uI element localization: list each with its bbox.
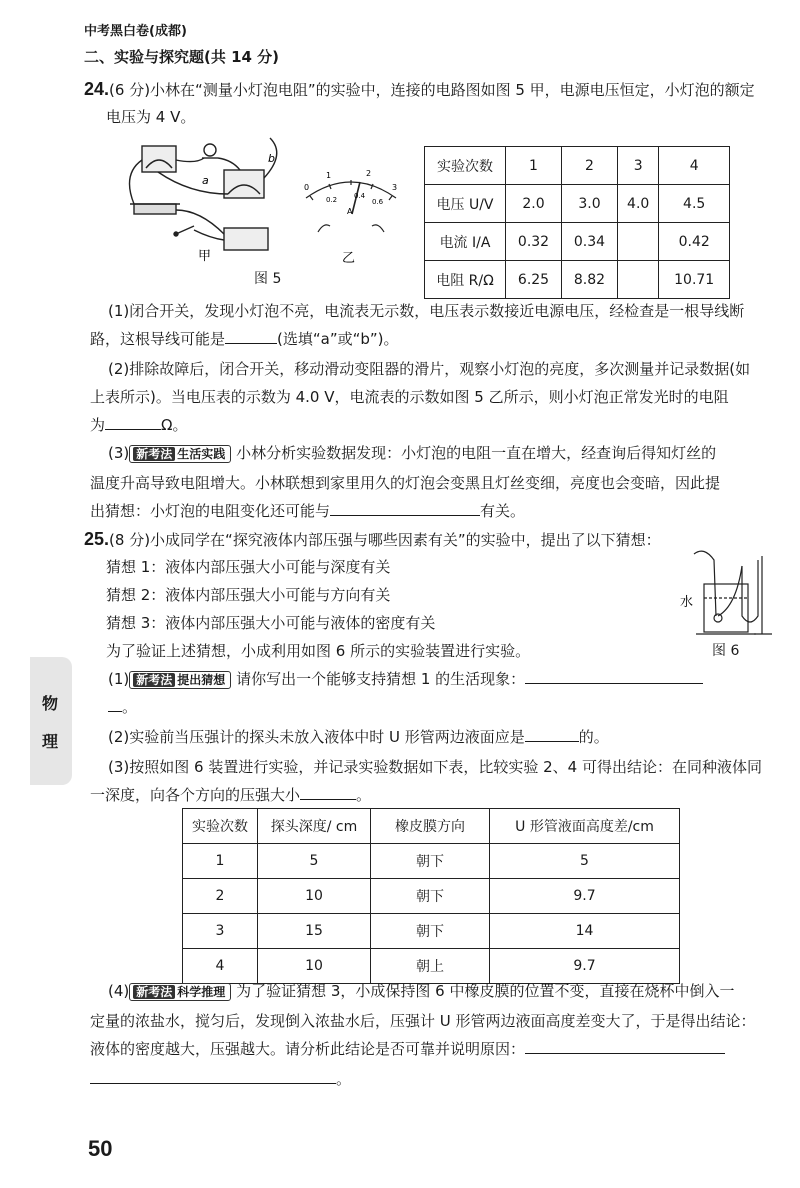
table-row	[183, 879, 680, 914]
tag-light: 生活实践	[177, 446, 226, 461]
running-header: 中考黑白卷(成都)	[84, 24, 187, 39]
table-row	[425, 261, 730, 299]
tag-light: 科学推理	[177, 984, 226, 999]
table-cell: 14	[490, 914, 680, 949]
table-cell	[617, 223, 658, 261]
table-header: 4	[659, 147, 730, 185]
table-header: 探头深度/ cm	[258, 809, 371, 844]
figure-5-caption: 图 5	[254, 271, 282, 287]
tick-0: 0	[304, 183, 310, 192]
table-cell: 电压 U/V	[425, 185, 506, 223]
figure-6-caption: 图 6	[712, 643, 740, 659]
q25-part4-line2: 定量的浓盐水，搅匀后，发现倒入浓盐水后，压强计 U 形管两边液面高度差变大了，于是得出结论：	[90, 1012, 756, 1030]
table-row	[183, 844, 680, 879]
q25-stem2: 为了验证上述猜想，小成利用如图 6 所示的实验装置进行实验。	[106, 642, 531, 660]
table-cell: 0.32	[506, 223, 562, 261]
table-row	[183, 914, 680, 949]
wire-label-b: b	[268, 152, 275, 165]
q24-subquestions	[90, 296, 768, 526]
table-cell: 0.34	[561, 223, 617, 261]
q25-stem: (8 分)小成同学在“探究液体内部压强与哪些因素有关”的实验中，提出了以下猜想：	[109, 531, 661, 549]
pressure-gauge-figure	[676, 546, 776, 640]
side-tab-char-1: 物	[42, 694, 59, 713]
meter-unit: A	[347, 207, 353, 216]
q24-part1-line2a: 路，这根导线可能是	[90, 330, 226, 348]
table-cell: 10	[258, 949, 371, 984]
table-cell: 8.82	[561, 261, 617, 299]
answer-blank-reason-cont[interactable]	[90, 1067, 336, 1084]
figure-label-jia: 甲	[198, 249, 212, 264]
table-cell: 电流 I/A	[425, 223, 506, 261]
table-cell: 4.5	[659, 185, 730, 223]
question-number: 25.	[84, 529, 110, 549]
table-row	[425, 147, 730, 185]
tick-2: 2	[366, 169, 372, 178]
table-cell: 10.71	[659, 261, 730, 299]
table-header: 1	[506, 147, 562, 185]
table-cell: 0.42	[659, 223, 730, 261]
table-cell: 朝下	[371, 844, 490, 879]
guess-1: 猜想 1：液体内部压强大小可能与深度有关	[106, 558, 391, 576]
table-cell: 9.7	[490, 879, 680, 914]
table-cell: 2.0	[506, 185, 562, 223]
stem-line-2: 电压为 4 V。	[106, 108, 196, 126]
table-cell: 1	[183, 844, 258, 879]
table-header: 3	[617, 147, 658, 185]
tag-dark: 新考法	[133, 447, 175, 461]
tick-1: 1	[326, 171, 332, 180]
guess-3: 猜想 3：液体内部压强大小可能与液体的密度有关	[106, 614, 436, 632]
table-cell: 朝上	[371, 949, 490, 984]
answer-blank-phenomenon-cont[interactable]	[108, 695, 122, 712]
stem-line-1: (6 分)小林在“测量小灯泡电阻”的实验中，连接的电路图如图 5 甲，电源电压恒定，小灯泡的额定	[109, 81, 755, 99]
q25-part4	[90, 976, 768, 1096]
answer-blank-direction[interactable]	[300, 783, 356, 800]
q25-part4-line3: 液体的密度越大，压强越大。请分析此结论是否可靠并说明原因：	[90, 1040, 526, 1058]
data-table-q25	[182, 808, 680, 984]
q25-part2a: (2)实验前当压强计的探头未放入液体中时 U 形管两边液面应是	[108, 728, 525, 746]
ammeter-dial	[296, 166, 406, 266]
q24-part2-line3b: Ω。	[161, 416, 188, 434]
table-cell: 10	[258, 879, 371, 914]
answer-blank-factor[interactable]	[330, 499, 480, 516]
q24-part2-line2: 上表所示)。当电压表的示数为 4.0 V，电流表的示数如图 5 乙所示，则小灯泡正常发光时的电阻	[90, 388, 729, 406]
q24-part1-line1: (1)闭合开关，发现小灯泡不亮，电流表无示数，电压表示数接近电源电压，经检查是一根导线断	[108, 302, 745, 320]
q24-part3-line2: 温度升高导致电阻增大。小林联想到家里用久的灯泡会变黑且灯丝变细，亮度也会变暗，因此提	[90, 474, 721, 492]
question-number: 24.	[84, 79, 110, 99]
q25-part2b: 的。	[578, 728, 609, 746]
table-header: 实验次数	[425, 147, 506, 185]
table-cell	[617, 261, 658, 299]
guess-2: 猜想 2：液体内部压强大小可能与方向有关	[106, 586, 391, 604]
table-row	[183, 809, 680, 844]
figure-label-yi: 乙	[342, 251, 356, 266]
water-label: 水	[680, 595, 694, 610]
new-method-tag	[129, 983, 231, 1001]
table-cell: 9.7	[490, 949, 680, 984]
tick-3: 3	[392, 183, 398, 192]
answer-blank-level[interactable]	[525, 725, 579, 742]
subject-side-tab	[30, 657, 72, 785]
q25-part3-line2b: 。	[356, 786, 372, 804]
table-cell: 4	[183, 949, 258, 984]
q24-part2-line3a: 为	[90, 416, 106, 434]
table-header: 橡皮膜方向	[371, 809, 490, 844]
table-cell: 2	[183, 879, 258, 914]
tag-dark: 新考法	[133, 673, 175, 687]
tag-dark: 新考法	[133, 985, 175, 999]
table-cell: 电阻 R/Ω	[425, 261, 506, 299]
q24-part3-line1: 小林分析实验数据发现：小灯泡的电阻一直在增大，经查询后得知灯丝的	[236, 444, 717, 462]
table-cell: 3.0	[561, 185, 617, 223]
circuit-diagram	[120, 134, 290, 264]
q25-part4-line1: 为了验证猜想 3，小成保持图 6 中橡皮膜的位置不变，直接在烧杯中倒入一	[236, 982, 735, 1000]
table-cell: 朝下	[371, 914, 490, 949]
answer-blank-phenomenon[interactable]	[525, 667, 703, 684]
page-number: 50	[88, 1136, 113, 1161]
q25-part1-prefix: (1)	[108, 670, 130, 688]
q24-part2-line1: (2)排除故障后，闭合开关，移动滑动变阻器的滑片，观察小灯泡的亮度，多次测量并记录数据(如	[108, 360, 751, 378]
q25-part3-line1: (3)按照如图 6 装置进行实验，并记录实验数据如下表，比较实验 2、4 可得出结论：在同种液体同	[108, 758, 762, 776]
q25-part3-line2a: 一深度，向各个方向的压强大小	[90, 786, 301, 804]
table-row	[425, 185, 730, 223]
answer-blank-resistance[interactable]	[105, 413, 161, 430]
data-table-q24	[424, 146, 730, 299]
answer-blank-wire[interactable]	[225, 327, 277, 344]
q25-part1-text: 请你写出一个能够支持猜想 1 的生活现象：	[236, 670, 526, 688]
wire-label-a: a	[202, 174, 209, 187]
table-cell: 5	[490, 844, 680, 879]
tick-0-4: 0.4	[354, 192, 366, 200]
table-cell: 3	[183, 914, 258, 949]
q24-part3-line3b: 有关。	[480, 502, 526, 520]
question-25	[84, 524, 774, 664]
section-title: 二、实验与探究题(共 14 分)	[84, 48, 280, 66]
q24-part1-line2b: (选填“a”或“b”)。	[277, 330, 399, 348]
q25-part4-prefix: (4)	[108, 982, 130, 1000]
table-cell: 5	[258, 844, 371, 879]
table-header: 实验次数	[183, 809, 258, 844]
table-row	[425, 223, 730, 261]
q25-subquestions	[90, 664, 768, 804]
tick-0-2: 0.2	[326, 196, 338, 204]
tag-light: 提出猜想	[177, 672, 226, 687]
q25-part4-end: 。	[336, 1070, 352, 1088]
table-cell: 15	[258, 914, 371, 949]
table-cell: 6.25	[506, 261, 562, 299]
table-cell: 4.0	[617, 185, 658, 223]
q24-part3-line3a: 出猜想：小灯泡的电阻变化还可能与	[90, 502, 331, 520]
new-method-tag	[129, 671, 231, 689]
table-header: 2	[561, 147, 617, 185]
table-cell: 朝下	[371, 879, 490, 914]
q24-part3-prefix: (3)	[108, 444, 130, 462]
side-tab-char-2: 理	[42, 732, 59, 751]
new-method-tag	[129, 445, 231, 463]
q25-part1-end: 。	[122, 698, 138, 716]
answer-blank-reason[interactable]	[525, 1037, 725, 1054]
table-header: U 形管液面高度差/cm	[490, 809, 680, 844]
tick-0-6: 0.6	[372, 198, 384, 206]
